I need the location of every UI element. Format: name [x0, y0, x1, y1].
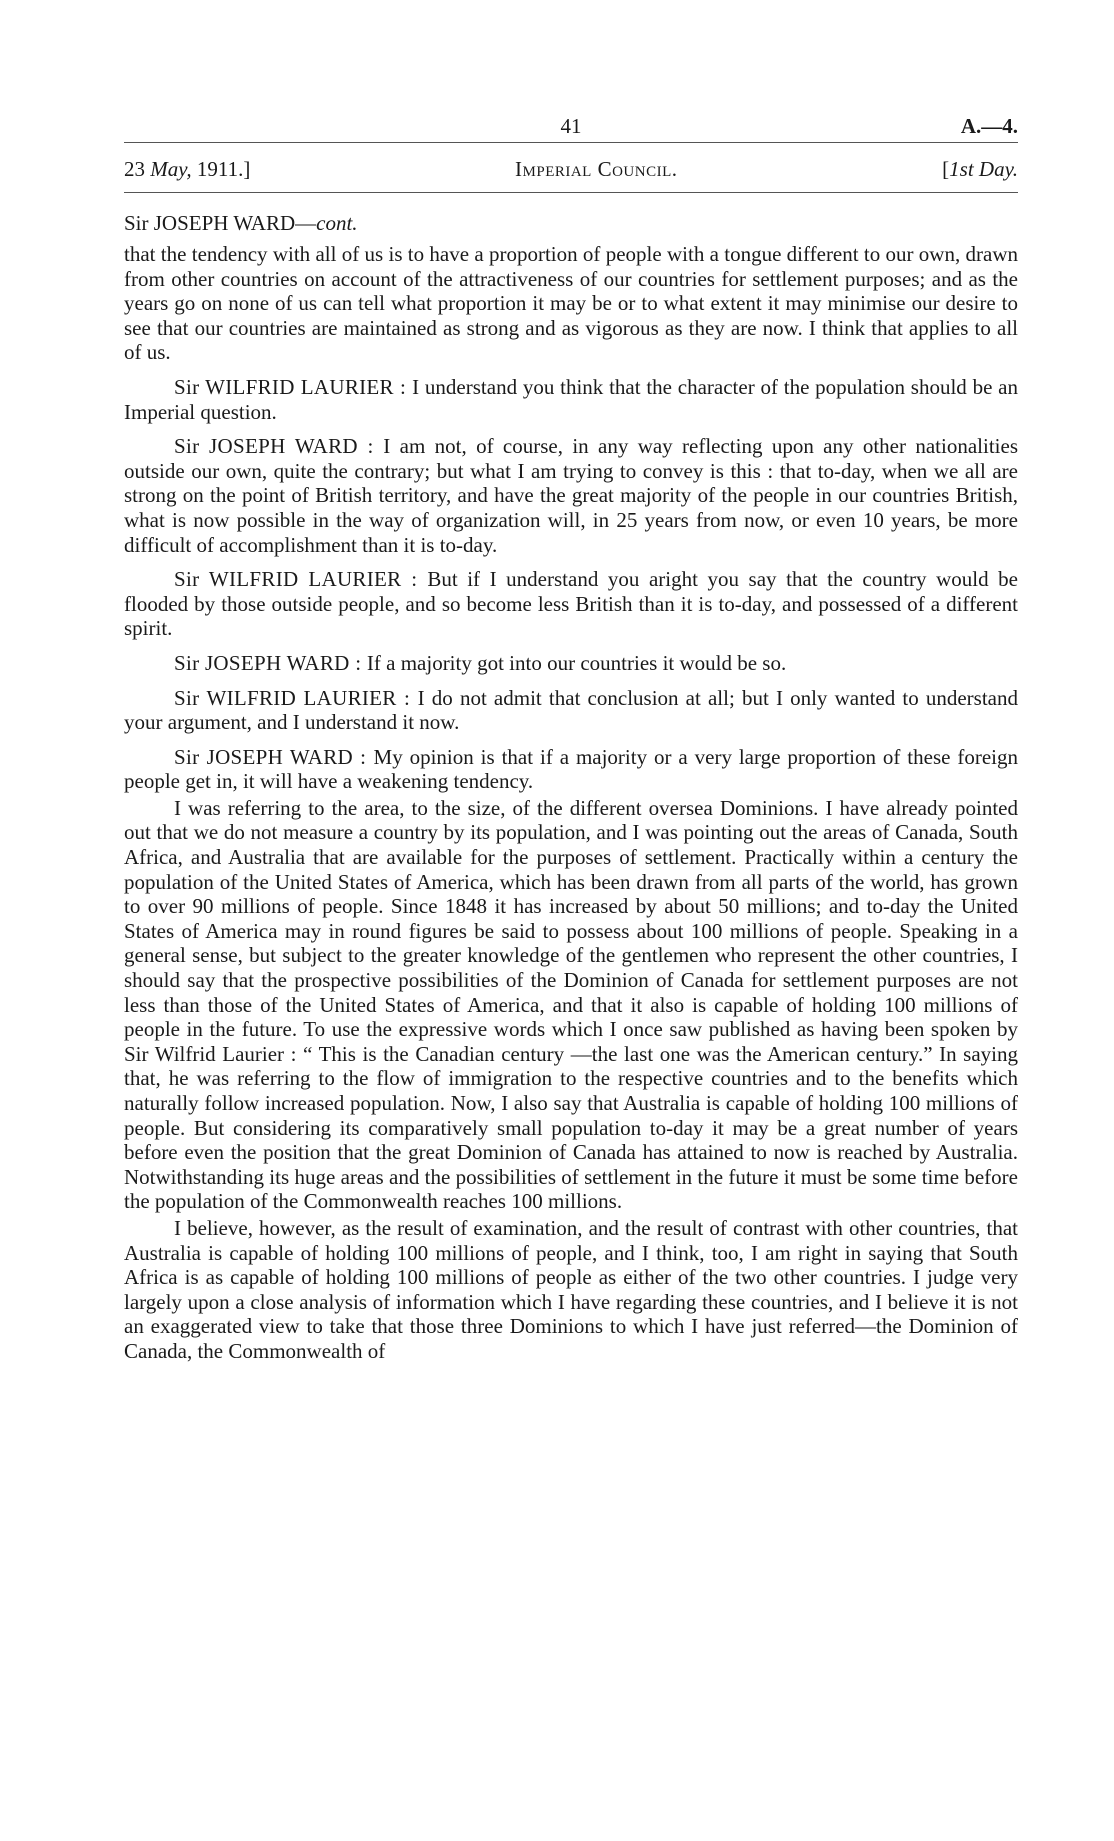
header-date-year: 1911.]: [191, 157, 251, 181]
page-top-line: [124, 100, 1018, 142]
paragraph: [124, 434, 1018, 557]
page-number: 41: [560, 114, 582, 138]
paragraph: [124, 686, 1018, 735]
paragraph-speaker: Sir JOSEPH WARD :: [174, 650, 367, 675]
paragraph-speaker: Sir WILFRID LAURIER :: [174, 374, 413, 399]
paragraph-text: I do not admit that conclusion at all; but I only wanted to understand your argument, and I understand it now.: [124, 685, 1018, 735]
paragraph-text: If a majority got into our countries it would be so.: [366, 650, 787, 675]
header-bottom-rule: [124, 192, 1018, 193]
running-header: [124, 143, 1018, 192]
paragraph-speaker: Sir WILFRID LAURIER :: [174, 567, 428, 592]
speaker-continuation-name: Sir JOSEPH WARD—: [124, 211, 317, 235]
paragraph-text: I understand you think that the character of the population should be an Imperial question.: [124, 374, 1018, 424]
speaker-continuation-suffix: cont.: [316, 211, 358, 235]
header-date: [124, 157, 250, 182]
paper-reference: A.—4.: [960, 114, 1018, 138]
paragraph-text: My opinion is that if a majority or a very large proportion of these foreign people get in, it will have a weakening tendency.: [124, 744, 1018, 794]
paragraph-speaker: Sir JOSEPH WARD :: [174, 744, 374, 769]
header-date-day: 23: [124, 157, 151, 181]
header-day-bracket: [: [942, 157, 950, 181]
document-page: [124, 100, 1018, 1374]
paragraph: [124, 1216, 1018, 1364]
body-text: [124, 242, 1018, 1364]
paragraph: [124, 651, 1018, 676]
paragraph: [124, 567, 1018, 641]
paragraph: [124, 375, 1018, 424]
paragraph-text: I am not, of course, in any way reflecting upon any other nationalities outside our own, quite the contrary; but what I am trying to convey is this : that to-day, when we all are strong on the point of British territory, and have the great majority of the people in our countries British, what is now possible in the way of organization will, in 25 years from now, or even 10 years, be more difficult of accomplishment than it is to-day.: [124, 434, 1018, 557]
paragraph-speaker: Sir WILFRID LAURIER :: [174, 685, 418, 710]
paragraph: [124, 745, 1018, 794]
header-date-month: May,: [150, 157, 192, 181]
header-day-label: 1st Day.: [949, 157, 1018, 181]
speaker-continuation: [124, 211, 1018, 236]
paragraph-speaker: Sir JOSEPH WARD :: [174, 434, 384, 459]
paragraph-text: that the tendency with all of us is to have a proportion of people with a tongue different to our own, drawn from other countries on account of the attractiveness of our countries for settlement purposes; and as the years go on none of us can tell what proportion it may be or to what extent it may minimise our desire to see that our countries are maintained as strong and as vigorous as they are now. I think that applies to all of us.: [124, 242, 1018, 365]
header-day: [942, 157, 1018, 182]
paragraph: [124, 796, 1018, 1214]
paragraph-text: I believe, however, as the result of examination, and the result of contrast with other countries, that Australia is capable of holding 100 millions of people, and I think, too, I am right in saying that South Africa is as capable of holding 100 millions of people as either of the two other countries. I judge very largely upon a close analysis of information which I have regarding these countries, and I believe it is not an exaggerated view to take that those three Dominions to which I have just referred—the Dominion of Canada, the Commonwealth of: [124, 1215, 1018, 1363]
header-title: Imperial Council.: [515, 157, 678, 181]
paragraph: [124, 242, 1018, 365]
paragraph-text: But if I understand you aright you say that the country would be flooded by those outside people, and so become less British than it is to-day, and possessed of a different spirit.: [124, 567, 1018, 641]
paragraph-text: I was referring to the area, to the size, of the different oversea Dominions. I have already pointed out that we do not measure a country by its population, and I was pointing out the areas of Canada, South Africa, and Australia that are available for the purposes of settlement. Practically within a century the population of the United States of America, which has been drawn from all parts of the world, has grown to over 90 millions of people. Since 1848 it has increased by about 50 millions; and to-day the United States of America may in round figures be said to possess about 100 millions of people. Speaking in a general sense, but subject to the greater knowledge of the gentlemen who represent the other countries, I should say that the prospective possibilities of the Dominion of Canada for settlement purposes are not less than those of the United States of America, and that it also is capable of holding 100 millions of people in the future. To use the expressive words which I once saw published as having been spoken by Sir Wilfrid Laurier : “ This is the Canadian century —the last one was the American century.” In saying that, he was referring to the flow of immigration to the respective countries and to the benefits which naturally follow increased population. Now, I also say that Australia is capable of holding 100 millions of people. But considering its comparatively small population to-day it may be a great number of years before even the position that the great Dominion of Canada has attained to now is reached by Australia. Notwithstanding its huge areas and the possibilities of settlement in the future it must be some time before the population of the Commonwealth reaches 100 millions.: [124, 795, 1018, 1214]
